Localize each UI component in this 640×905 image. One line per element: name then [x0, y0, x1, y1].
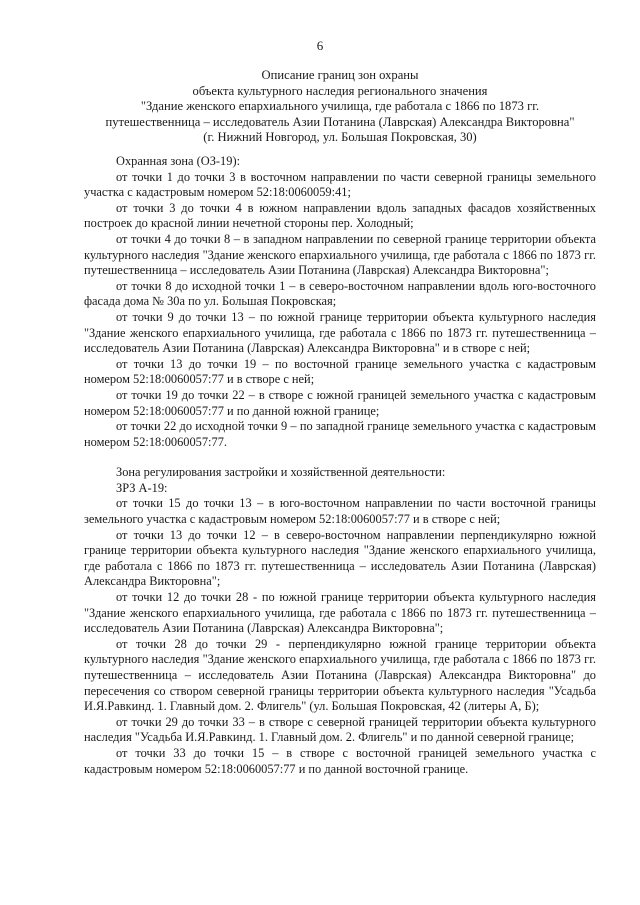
document-title	[70, 68, 610, 146]
protection-zone-paragraph: от точки 4 до точки 8 – в западном направлении по северной границе территории объекта культурного наследия "Здание женского епархиального училища, где работала с 1866 по 1873 гг. путешественница – исследователь Азии Потанина (Лаврская) Александра Викторовна";	[84, 231, 596, 278]
regulation-zone-paragraph: от точки 15 до точки 13 – в юго-восточном направлении по части восточной границы земельного участка с кадастровым номером 52:18:0060057:77 и в створе с ней;	[84, 496, 596, 527]
protection-zone-paragraph: от точки 9 до точки 13 – по южной границе территории объекта культурного наследия "Здание женского епархиального училища, где работала с 1866 по 1873 гг. путешественница – исследователь Азии Потанина (Лаврская) Александра Викторовна" и в створе с ней;	[84, 309, 596, 356]
regulation-zone-heading: Зона регулирования застройки и хозяйственной деятельности:	[116, 465, 446, 480]
title-line-3: "Здание женского епархиального училища, где работала с 1866 по 1873 гг.	[140, 99, 540, 113]
section-spacer	[84, 450, 596, 465]
regulation-zone-paragraph: от точки 13 до точки 12 – в северо-восточном направлении перпендикулярно южной границе территории объекта культурного наследия "Здание женского епархиального училища, где работала с 1866 по 1873 гг. путешественница – исследователь Азии Потанина (Лаврская) Александра Викторовна";	[84, 527, 596, 589]
protection-zone-paragraph: от точки 22 до исходной точки 9 – по западной границе земельного участка с кадастровым номером 52:18:0060057:77.	[84, 419, 596, 449]
title-line-2: объекта культурного наследия регионального значения	[192, 83, 488, 98]
protection-zone-paragraph: от точки 3 до точки 4 в южном направлении вдоль западных фасадов хозяйственных построек до красной линии нечетной стороны пер. Холодный;	[84, 200, 596, 231]
protection-zone-paragraph: от точки 13 до точки 19 – по восточной границе земельного участка с кадастровым номером 52:18:0060057:77 и в створе с ней;	[84, 356, 596, 387]
protection-zone-paragraph: от точки 1 до точки 3 в восточном направлении по части северной границы земельного участка с кадастровым номером 52:18:0060059:41;	[84, 169, 596, 200]
protection-zone-heading: Охранная зона (ОЗ-19):	[116, 154, 241, 168]
protection-zone-paragraph: от точки 19 до точки 22 – в створе с южной границей земельного участка с кадастровым номером 52:18:0060057:77 и по данной южной границе;	[84, 387, 596, 418]
regulation-zone-paragraph: от точки 12 до точки 28 - по южной границе территории объекта культурного наследия "Здание женского епархиального училища, где работала с 1866 по 1873 гг. путешественница – исследователь Азии Потанина (Лаврская) Александра Викторовна";	[84, 590, 596, 636]
regulation-zone-paragraph: от точки 29 до точки 33 – в створе с северной границей территории объекта культурного наследия "Усадьба И.Я.Равкинд. 1. Главный дом. 2. Флигель" и по данной северной границе;	[84, 714, 596, 745]
title-line-5: (г. Нижний Новгород, ул. Большая Покровская, 30)	[203, 130, 477, 144]
regulation-zone-paragraph: от точки 33 до точки 15 – в створе с восточной границей земельного участка с кадастровым номером 52:18:0060057:77 и по данной восточной границе.	[84, 745, 596, 776]
document-body	[84, 154, 596, 777]
title-line-4: путешественница – исследователь Азии Потанина (Лаврская) Александра Викторовна"	[105, 114, 575, 129]
protection-zone-paragraph: от точки 8 до исходной точки 1 – в северо-восточном направлении вдоль юго-восточного фасада дома № 30а по ул. Большая Покровская;	[84, 278, 596, 309]
title-line-1: Описание границ зон охраны	[261, 68, 419, 82]
page-number: 6	[316, 38, 324, 53]
regulation-zone-paragraph: от точки 28 до точки 29 - перпендикулярно южной границе территории объекта культурного наследия "Здание женского епархиального училища, где работала с 1866 по 1873 гг. путешественница – исследователь Азии Потанина (Лаврская) Александра Викторовна" до пересечения со створом северной границы территории объекта культурного наследия "Усадьба И.Я.Равкинд. 1. Главный дом. 2. Флигель" (ул. Большая Покровская, 42 (литеры А, Б);	[84, 636, 596, 714]
regulation-zone-subheading: ЗРЗ А-19:	[116, 480, 168, 495]
